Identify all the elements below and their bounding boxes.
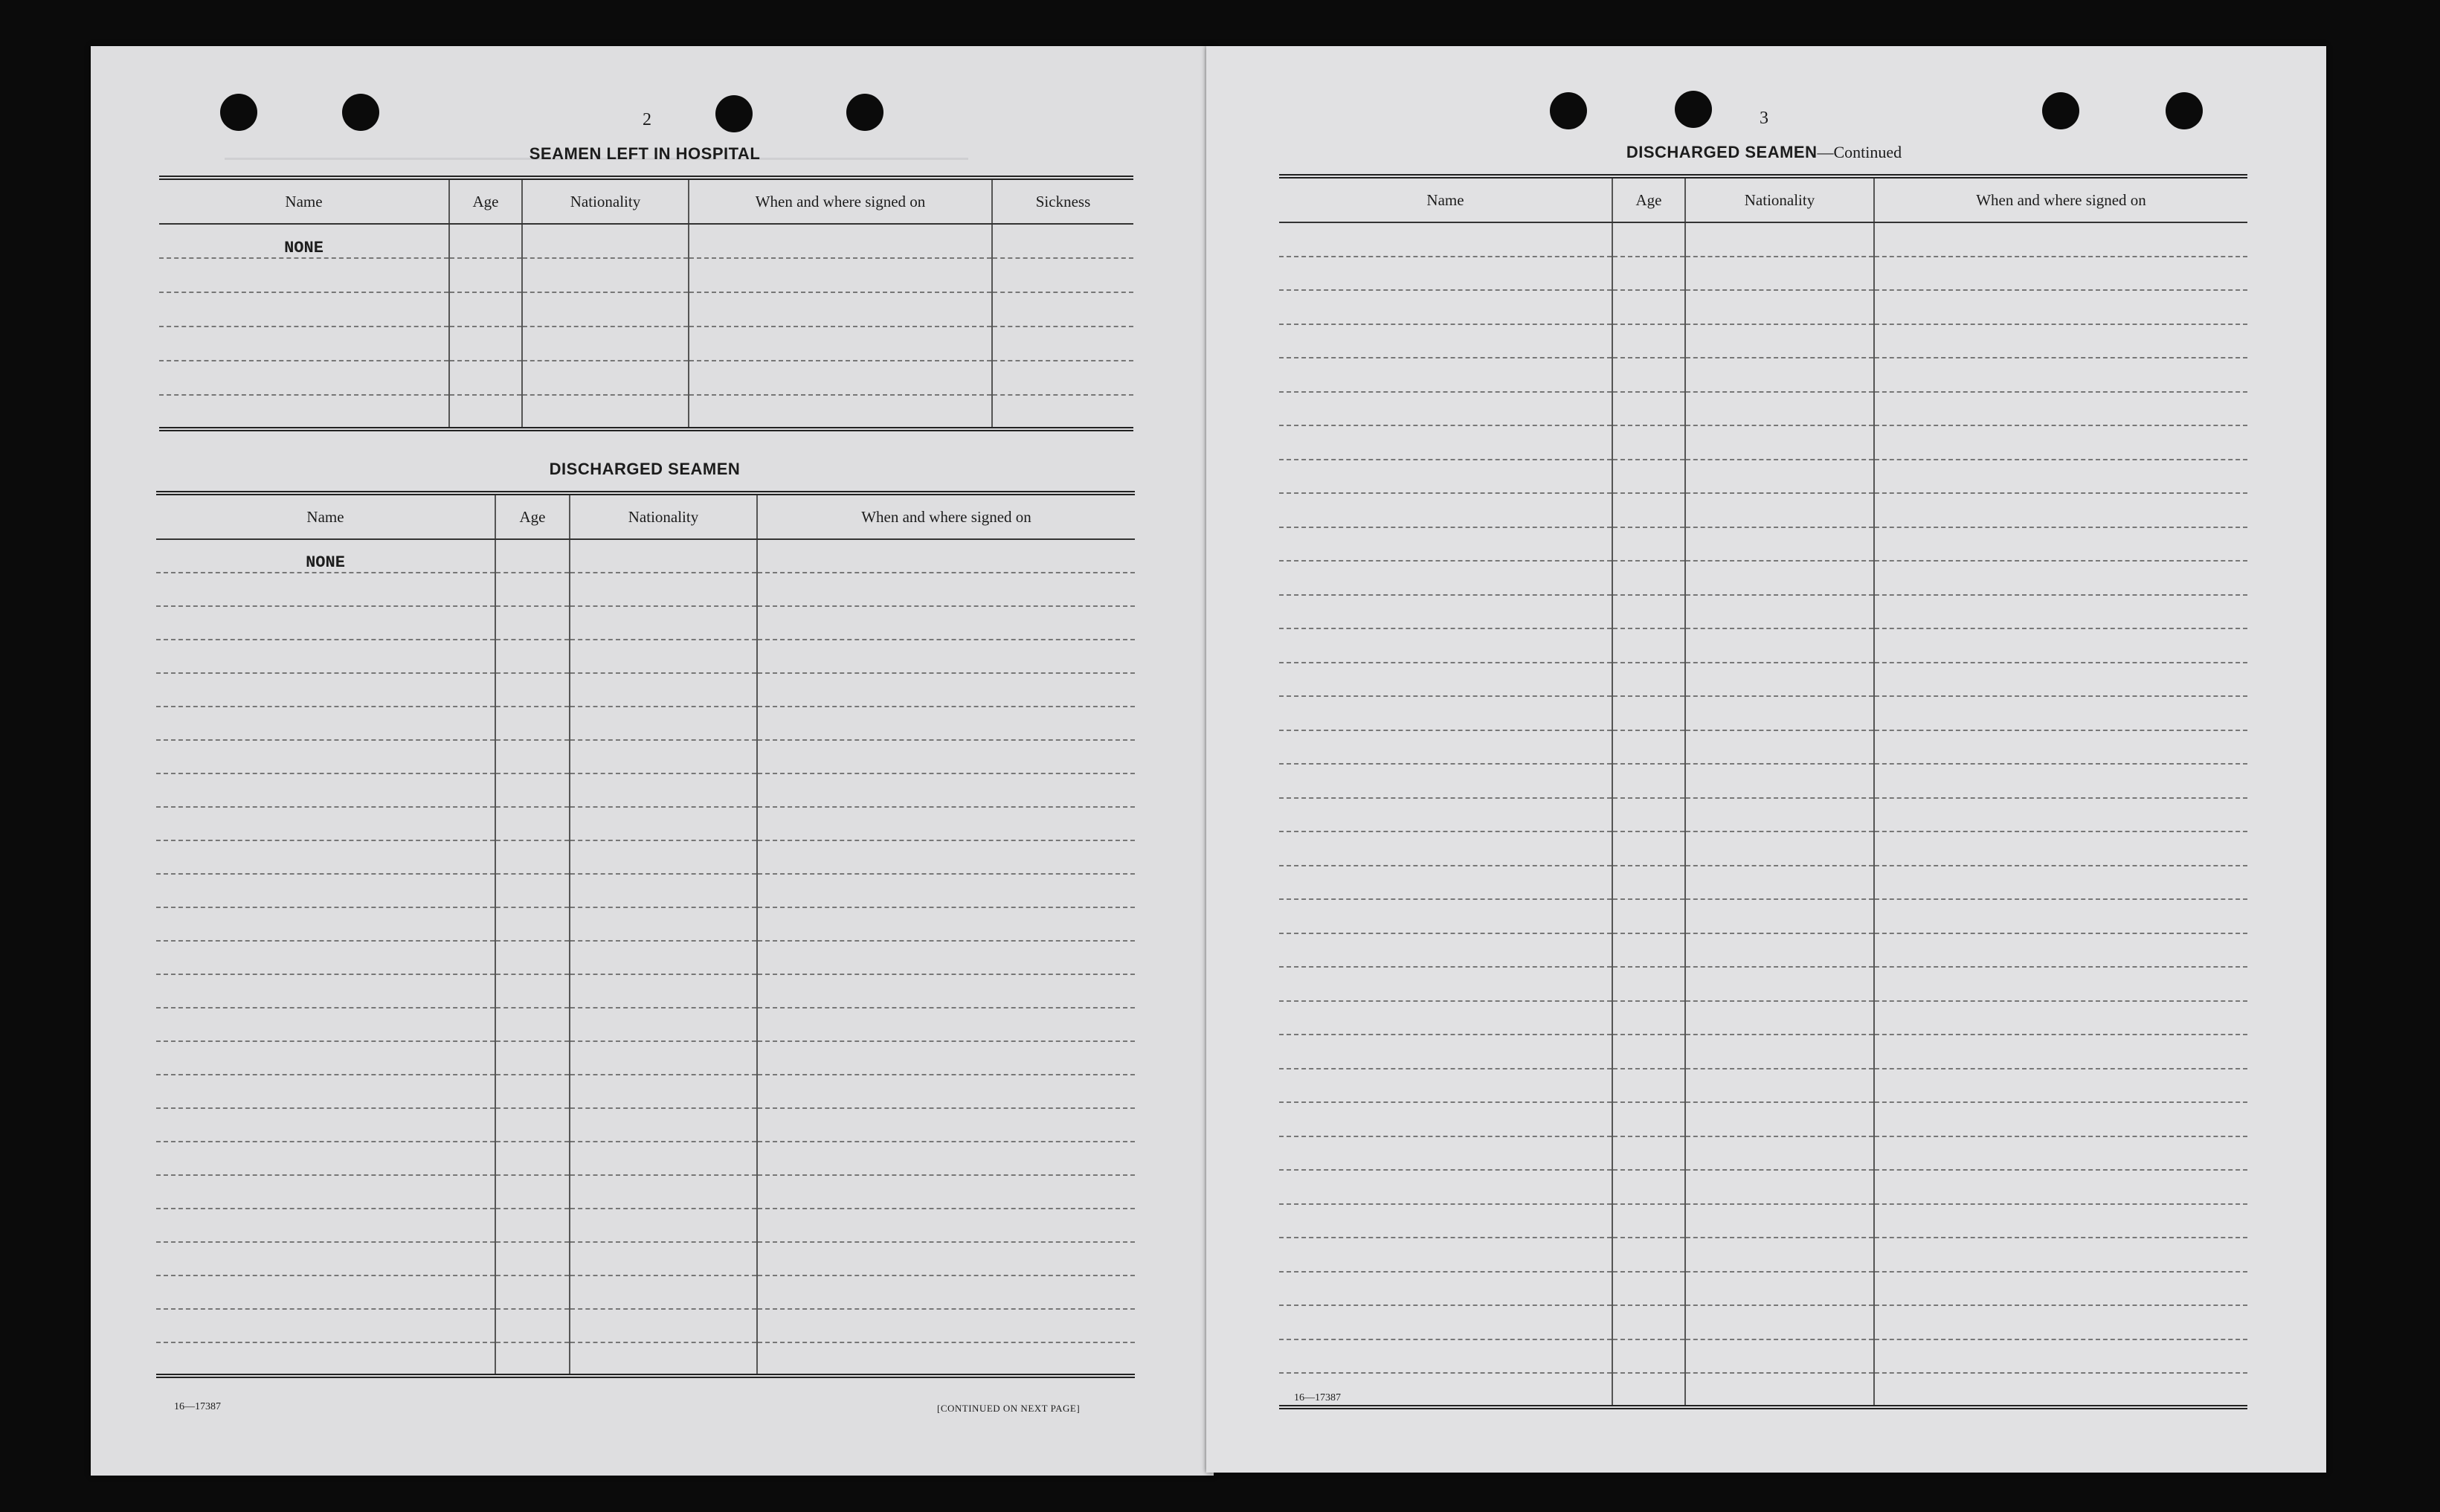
- col-name-header: Name: [1279, 176, 1612, 222]
- hospital-header-row: [159, 178, 1133, 224]
- left-page: [91, 46, 1214, 1476]
- table-row: [1279, 1305, 2247, 1339]
- table-row: [1279, 1339, 2247, 1374]
- punch-hole: [715, 95, 753, 132]
- discharged-table: [156, 491, 1135, 1378]
- table-row: [1279, 899, 2247, 933]
- table-row: [159, 224, 1133, 258]
- table-row: [1279, 628, 2247, 663]
- punch-hole: [1550, 92, 1587, 129]
- table-row: [156, 1075, 1135, 1108]
- discharged-continued-table: [1279, 174, 2247, 1409]
- table-row: [1279, 764, 2247, 798]
- table-row: [156, 840, 1135, 874]
- page-number: 3: [1760, 109, 1768, 128]
- table-row: [156, 1108, 1135, 1142]
- table-row: [1279, 595, 2247, 629]
- discharged-continued-title-main: DISCHARGED SEAMEN: [1626, 143, 1818, 161]
- table-row: [156, 1209, 1135, 1242]
- table-row: [159, 361, 1133, 395]
- table-row: [156, 539, 1135, 573]
- hospital-entry: NONE: [159, 224, 449, 258]
- table-row: [1279, 967, 2247, 1001]
- continued-note: [CONTINUED ON NEXT PAGE]: [937, 1403, 1081, 1414]
- table-row: [156, 1309, 1135, 1342]
- table-row: [156, 707, 1135, 740]
- table-row: [1279, 831, 2247, 866]
- punch-hole: [342, 94, 379, 131]
- col-age-header: Age: [495, 493, 570, 539]
- table-row: [1279, 527, 2247, 562]
- table-row: [1279, 866, 2247, 900]
- form-code: 16—17387: [1294, 1392, 1341, 1403]
- table-row: [156, 1041, 1135, 1075]
- discharged-section-title: DISCHARGED SEAMEN: [549, 460, 741, 478]
- table-row: [1279, 1373, 2247, 1407]
- table-row: [1279, 730, 2247, 765]
- table-row: [1279, 561, 2247, 595]
- col-age-header: Age: [1612, 176, 1685, 222]
- table-row: [1279, 222, 2247, 257]
- col-name-header: Name: [156, 493, 495, 539]
- table-row: [1279, 1170, 2247, 1204]
- discharged-header-row: [156, 493, 1135, 539]
- col-nationality-header: Nationality: [522, 178, 689, 224]
- table-row: [156, 1275, 1135, 1309]
- discharged-continued-rows: [1279, 222, 2247, 1407]
- table-row: [156, 974, 1135, 1008]
- col-age-header: Age: [449, 178, 522, 224]
- table-row: [1279, 1102, 2247, 1136]
- right-page: [1206, 46, 2326, 1473]
- table-row: [159, 258, 1133, 292]
- table-row: [1279, 425, 2247, 460]
- discharged-continued-title: [1281, 143, 2247, 162]
- page-number: 2: [643, 110, 651, 129]
- table-row: [1279, 1238, 2247, 1272]
- col-signed-on-header: When and where signed on: [757, 493, 1135, 539]
- form-code: 16—17387: [174, 1401, 221, 1412]
- discharged-rows: [156, 539, 1135, 1376]
- col-sickness-header: Sickness: [992, 178, 1133, 224]
- table-row: [1279, 1069, 2247, 1103]
- table-row: [1279, 933, 2247, 968]
- table-row: [159, 326, 1133, 361]
- table-row: [1279, 1272, 2247, 1306]
- col-nationality-header: Nationality: [570, 493, 757, 539]
- punch-hole: [220, 94, 257, 131]
- col-signed-on-header: When and where signed on: [689, 178, 992, 224]
- discharged-entry: NONE: [156, 539, 495, 573]
- hospital-table: [159, 176, 1133, 431]
- table-row: [156, 807, 1135, 840]
- table-row: [1279, 324, 2247, 358]
- table-row: [1279, 1136, 2247, 1171]
- punch-hole: [2166, 92, 2203, 129]
- table-row: [156, 941, 1135, 974]
- col-nationality-header: Nationality: [1685, 176, 1874, 222]
- table-row: [156, 640, 1135, 673]
- table-row: [156, 1175, 1135, 1209]
- table-row: [1279, 798, 2247, 832]
- table-row: [159, 292, 1133, 326]
- table-row: [156, 1342, 1135, 1376]
- col-signed-on-header: When and where signed on: [1874, 176, 2247, 222]
- table-row: [156, 740, 1135, 773]
- hospital-section-title: SEAMEN LEFT IN HOSPITAL: [529, 144, 761, 163]
- table-row: [156, 907, 1135, 941]
- table-row: [156, 1242, 1135, 1275]
- table-row: [1279, 290, 2247, 324]
- table-row: [1279, 257, 2247, 291]
- table-row: [1279, 1035, 2247, 1069]
- continued-suffix: —Continued: [1817, 143, 1902, 161]
- table-row: [159, 395, 1133, 429]
- table-row: [1279, 460, 2247, 494]
- table-row: [1279, 493, 2247, 527]
- table-row: [156, 606, 1135, 640]
- table-row: [156, 874, 1135, 907]
- table-row: [156, 1142, 1135, 1175]
- table-row: [156, 573, 1135, 606]
- table-row: [1279, 696, 2247, 730]
- table-row: [1279, 358, 2247, 392]
- table-row: [156, 673, 1135, 707]
- table-row: [1279, 663, 2247, 697]
- discharged-continued-header-row: [1279, 176, 2247, 222]
- table-row: [1279, 392, 2247, 426]
- punch-hole: [846, 94, 883, 131]
- table-row: [1279, 1001, 2247, 1035]
- table-row: [156, 773, 1135, 807]
- punch-hole: [1675, 91, 1712, 128]
- table-row: [156, 1008, 1135, 1041]
- col-name-header: Name: [159, 178, 449, 224]
- punch-hole: [2042, 92, 2079, 129]
- table-row: [1279, 1204, 2247, 1238]
